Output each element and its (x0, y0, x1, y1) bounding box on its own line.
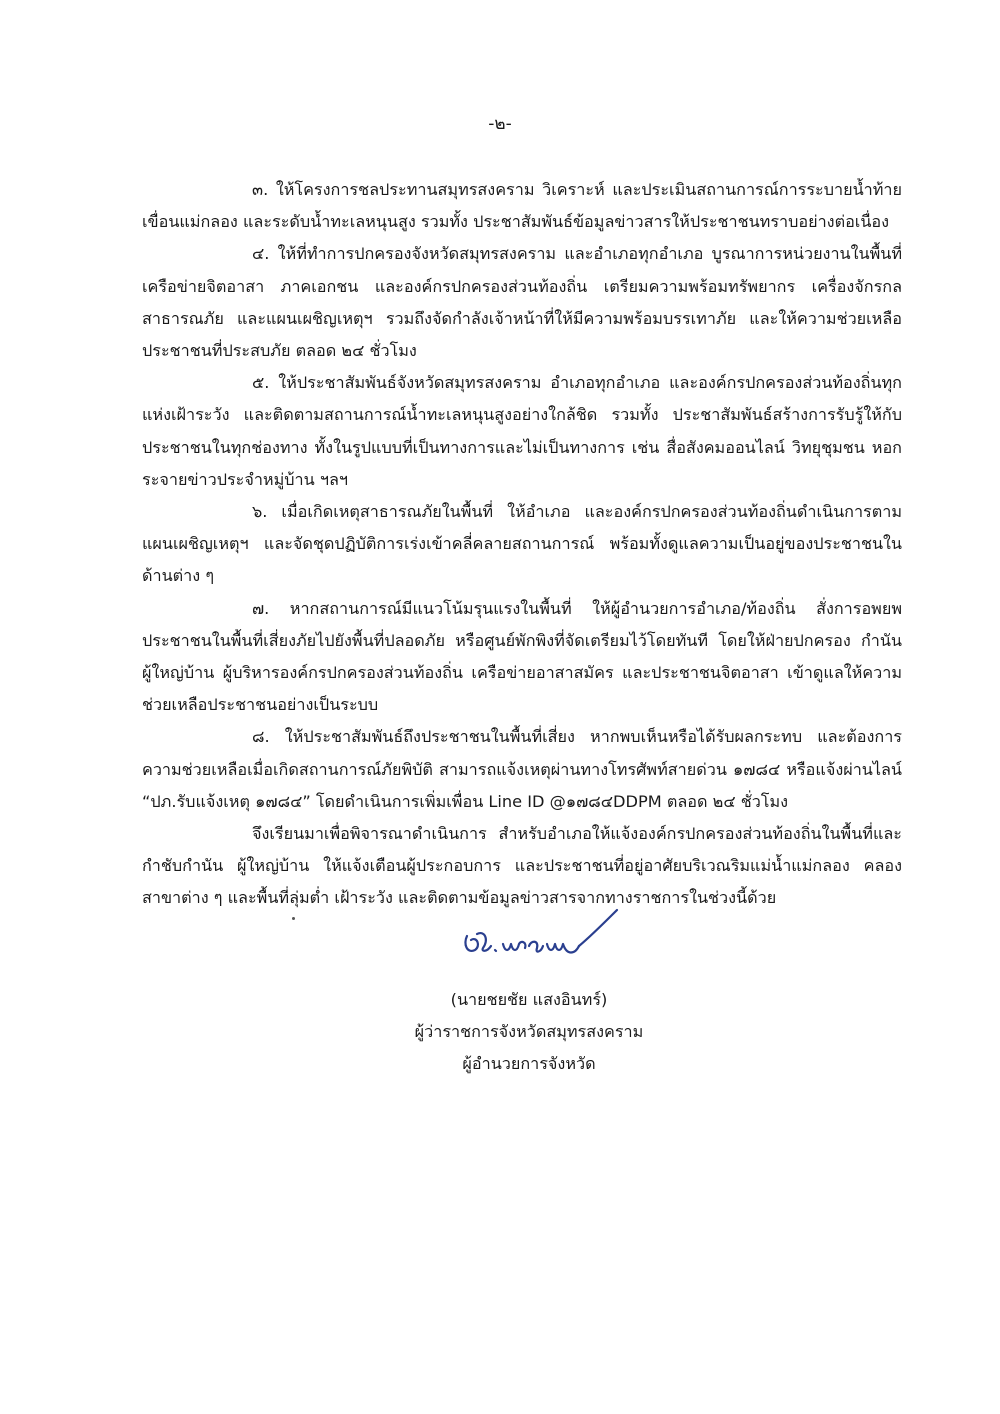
signer-role: ผู้อำนวยการจังหวัด (462, 1054, 596, 1073)
paragraph-item-6: ๖. เมื่อเกิดเหตุสาธารณภัยในพื้นที่ ให้อำเภอ และองค์กรปกครองส่วนท้องถิ่นดำเนินการตามแผนเผชิญเหตุฯ และจัดชุดปฏิบัติการเร่งเข้าคลี่คลายสถานการณ์ พร้อมทั้งดูแลความเป็นอยู่ของประชาชนในด้านต่าง ๆ (142, 502, 902, 586)
signer-position: ผู้ว่าราชการจังหวัดสมุทรสงคราม (414, 1022, 644, 1041)
signer-name: (นายชยชัย แสงอินทร์) (450, 990, 608, 1009)
handwritten-signature (455, 900, 625, 970)
page-number: -๒- (488, 114, 512, 134)
closing-paragraph: จึงเรียนมาเพื่อพิจารณาดำเนินการ สำหรับอำเภอให้แจ้งองค์กรปกครองส่วนท้องถิ่นในพื้นที่และกำชับกำนัน ผู้ใหญ่บ้าน ให้แจ้งเตือนผู้ประกอบการ และประชาชนที่อยู่อาศัยบริเวณริมแม่น้ำแม่กลอง คลองสาขาต่าง ๆ และพื้นที่ลุ่มต่ำ เฝ้าระวัง และติดตามข้อมูลข่าวสารจากทางราชการในช่วงนี้ด้วย (142, 824, 902, 908)
paragraph-item-5: ๕. ให้ประชาสัมพันธ์จังหวัดสมุทรสงคราม อำเภอทุกอำเภอ และองค์กรปกครองส่วนท้องถิ่นทุกแห่งเฝ้าระวัง และติดตามสถานการณ์น้ำทะเลหนุนสูงอย่างใกล้ชิด รวมทั้ง ประชาสัมพันธ์สร้างการรับรู้ให้กับประชาชนในทุกช่องทาง ทั้งในรูปแบบที่เป็นทางการและไม่เป็นทางการ เช่น สื่อสังคมออนไลน์ วิทยุชุมชน หอกระจายข่าวประจำหมู่บ้าน ฯลฯ (142, 373, 902, 489)
letter-body (142, 174, 902, 915)
signer-details (0, 984, 1000, 1080)
paragraph-item-4: ๔. ให้ที่ทำการปกครองจังหวัดสมุทรสงคราม และอำเภอทุกอำเภอ บูรณาการหน่วยงานในพื้นที่ เครือข่ายจิตอาสา ภาคเอกชน และองค์กรปกครองส่วนท้องถิ่น เตรียมความพร้อมทรัพยากร เครื่องจักรกลสาธารณภัย และแผนเผชิญเหตุฯ รวมถึงจัดกำลังเจ้าหน้าที่ให้มีความพร้อมบรรเทาภัย และให้ความช่วยเหลือประชาชนที่ประสบภัย ตลอด ๒๔ ชั่วโมง (142, 244, 902, 361)
paragraph-item-8: ๘. ให้ประชาสัมพันธ์ถึงประชาชนในพื้นที่เสี่ยง หากพบเห็นหรือได้รับผลกระทบ และต้องการความช่วยเหลือเมื่อเกิดสถานการณ์ภัยพิบัติ สามารถแจ้งเหตุผ่านทางโทรศัพท์สายด่วน ๑๗๘๔ หรือแจ้งผ่านไลน์ “ปภ.รับแจ้งเหตุ ๑๗๘๔” โดยดำเนินการเพิ่มเพื่อน Line ID @๑๗๘๔DDPM ตลอด ๒๔ ชั่วโมง (142, 727, 902, 811)
paragraph-item-3: ๓. ให้โครงการชลประทานสมุทรสงคราม วิเคราะห์ และประเมินสถานการณ์การระบายน้ำท้ายเขื่อนแม่กลอง และระดับน้ำทะเลหนุนสูง รวมทั้ง ประชาสัมพันธ์ข้อมูลข่าวสารให้ประชาชนทราบอย่างต่อเนื่อง (142, 180, 902, 232)
stray-mark (292, 917, 295, 920)
paragraph-item-7: ๗. หากสถานการณ์มีแนวโน้มรุนแรงในพื้นที่ ให้ผู้อำนวยการอำเภอ/ท้องถิ่น สั่งการอพยพประชาชนในพื้นที่เสี่ยงภัยไปยังพื้นที่ปลอดภัย หรือศูนย์พักพิงที่จัดเตรียมไว้โดยทันที โดยให้ฝ่ายปกครอง กำนัน ผู้ใหญ่บ้าน ผู้บริหารองค์กรปกครองส่วนท้องถิ่น เครือข่ายอาสาสมัคร และประชาชนจิตอาสา เข้าดูแลให้ความช่วยเหลือประชาชนอย่างเป็นระบบ (142, 598, 902, 715)
